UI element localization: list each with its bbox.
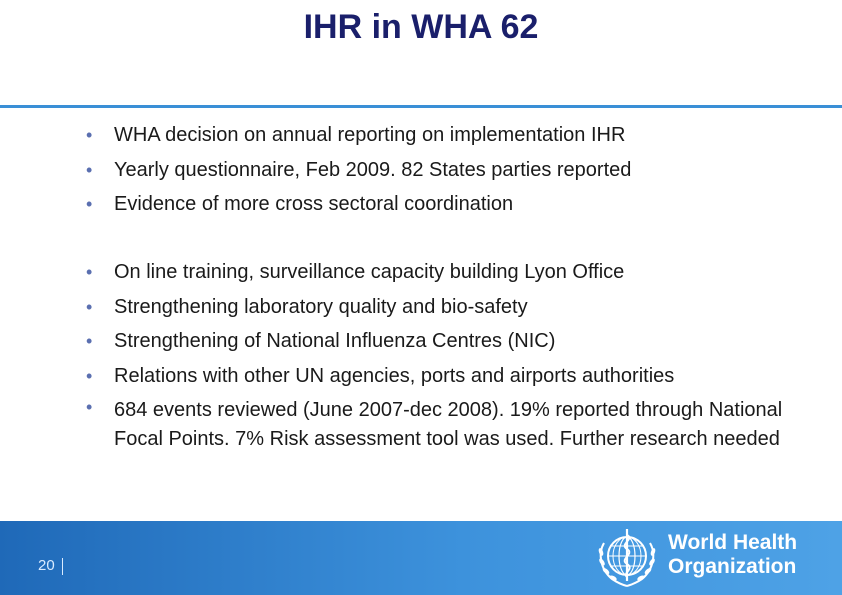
footer-bar [0,521,842,595]
list-item: • Strengthening of National Influenza Centres (NIC) [86,324,826,359]
page-number: 20 [38,557,55,574]
page-number-separator [62,558,63,575]
bullet-icon: • [86,194,93,214]
list-item: • Evidence of more cross sectoral coordination [86,187,826,222]
bullet-icon: • [86,262,93,282]
organization-name [668,531,797,579]
list-item: • WHA decision on annual reporting on implementation IHR [86,118,826,153]
bullet-icon: • [86,397,93,417]
list-item: • Strengthening laboratory quality and bio-safety [86,290,826,325]
bullet-icon: • [86,125,93,145]
list-item: • Relations with other UN agencies, ports and airports authorities [86,359,826,394]
bullet-icon: • [86,296,93,317]
list-item: • On line training, surveillance capacity building Lyon Office [86,255,826,290]
bullet-icon: • [86,331,93,351]
bullet-icon: • [86,365,93,386]
slide-title: IHR in WHA 62 [303,8,539,46]
list-item: • Yearly questionnaire, Feb 2009. 82 States parties reported [86,153,826,188]
bullet-icon: • [86,159,93,180]
bullet-list-1 [86,118,826,222]
who-emblem-icon [592,525,662,591]
org-name-line2: Organization [668,555,797,578]
title-divider [0,105,842,108]
list-item: • 684 events reviewed (June 2007-dec 2008). 19% reported through National Focal Points. 7% Risk assessment tool was used. Further research needed [86,393,826,454]
bullet-list-2 [86,255,826,454]
org-name-line1: World Health [668,531,798,554]
